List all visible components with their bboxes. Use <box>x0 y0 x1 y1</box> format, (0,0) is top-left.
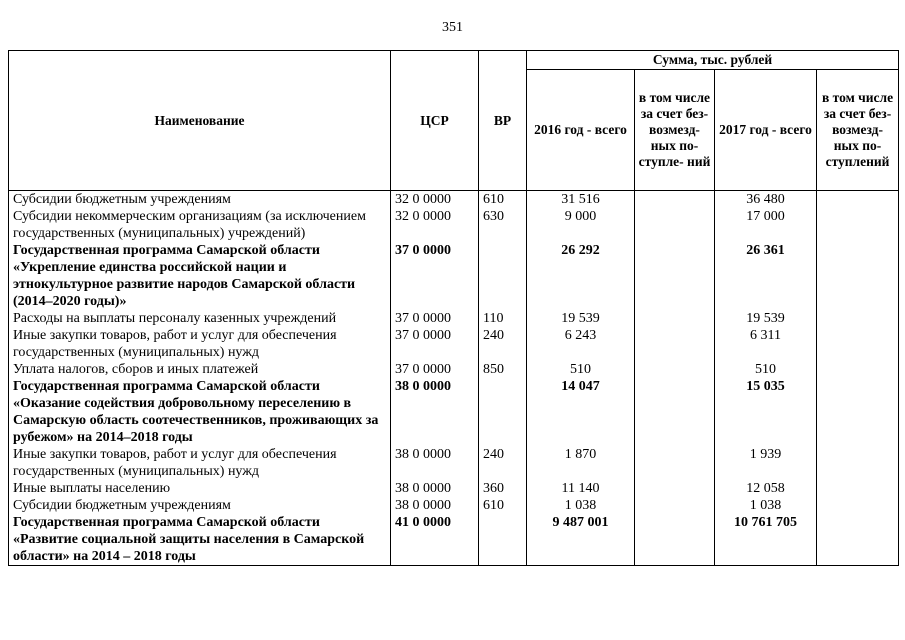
header-name: Наименование <box>9 51 391 191</box>
cell-2017-total: 17 000 <box>715 208 817 242</box>
page-number: 351 <box>442 20 463 35</box>
cell-2017-free <box>817 361 899 378</box>
cell-vr <box>479 378 527 446</box>
cell-csr: 37 0 0000 <box>391 327 479 361</box>
cell-name: Иные выплаты населению <box>9 480 391 497</box>
cell-csr: 37 0 0000 <box>391 361 479 378</box>
cell-csr: 37 0 0000 <box>391 242 479 310</box>
cell-2016-free <box>635 208 715 242</box>
cell-2017-free <box>817 327 899 361</box>
header-2017-total: 2017 год - всего <box>715 70 817 191</box>
table-row <box>9 378 899 446</box>
cell-2016-total: 9 487 001 <box>527 514 635 566</box>
cell-2016-total: 6 243 <box>527 327 635 361</box>
table-row <box>9 497 899 514</box>
cell-csr: 38 0 0000 <box>391 497 479 514</box>
cell-vr <box>479 514 527 566</box>
cell-2017-total: 510 <box>715 361 817 378</box>
cell-name: Государственная программа Самарской области «Развитие социальной защиты населения в Самарской области» на 2014 – 2018 годы <box>9 514 391 566</box>
cell-name: Государственная программа Самарской области «Оказание содействия добровольному переселению в Самарскую область соотечественников, проживающих за рубежом» на 2014–2018 годы <box>9 378 391 446</box>
cell-csr: 32 0 0000 <box>391 208 479 242</box>
cell-2016-free <box>635 378 715 446</box>
cell-2016-free <box>635 497 715 514</box>
table-row <box>9 242 899 310</box>
cell-vr: 850 <box>479 361 527 378</box>
cell-name: Государственная программа Самарской области «Укрепление единства российской нации и этнокультурное развитие народов Самарской области (2014–2020 годы)» <box>9 242 391 310</box>
header-sum: Сумма, тыс. рублей <box>527 51 899 70</box>
cell-vr: 630 <box>479 208 527 242</box>
cell-2017-total: 15 035 <box>715 378 817 446</box>
cell-vr: 610 <box>479 497 527 514</box>
header-2016-free: в том числе за счет без- возмезд- ных по- ступле- ний <box>635 70 715 191</box>
budget-table <box>8 50 899 566</box>
cell-2017-free <box>817 378 899 446</box>
header-2016-total: 2016 год - всего <box>527 70 635 191</box>
cell-2017-total: 6 311 <box>715 327 817 361</box>
table-body <box>9 191 899 566</box>
table-row <box>9 208 899 242</box>
cell-2017-free <box>817 480 899 497</box>
cell-2016-total: 19 539 <box>527 310 635 327</box>
cell-2017-total: 10 761 705 <box>715 514 817 566</box>
cell-2016-free <box>635 514 715 566</box>
cell-2016-total: 11 140 <box>527 480 635 497</box>
cell-2017-free <box>817 514 899 566</box>
cell-name: Иные закупки товаров, работ и услуг для обеспечения государственных (муниципальных) нужд <box>9 327 391 361</box>
cell-2017-free <box>817 191 899 209</box>
cell-2017-total: 36 480 <box>715 191 817 209</box>
cell-csr: 37 0 0000 <box>391 310 479 327</box>
cell-2016-total: 1 038 <box>527 497 635 514</box>
header-2017-free: в том числе за счет без- возмезд- ных по- ступлений <box>817 70 899 191</box>
cell-name: Уплата налогов, сборов и иных платежей <box>9 361 391 378</box>
cell-2016-free <box>635 361 715 378</box>
table-row <box>9 327 899 361</box>
cell-vr: 360 <box>479 480 527 497</box>
cell-csr: 38 0 0000 <box>391 378 479 446</box>
cell-2016-total: 1 870 <box>527 446 635 480</box>
cell-2017-total: 1 939 <box>715 446 817 480</box>
table-row <box>9 514 899 566</box>
header-vr: ВР <box>479 51 527 191</box>
cell-2016-free <box>635 310 715 327</box>
cell-name: Расходы на выплаты персоналу казенных учреждений <box>9 310 391 327</box>
cell-2016-total: 9 000 <box>527 208 635 242</box>
table-row <box>9 361 899 378</box>
cell-2017-free <box>817 208 899 242</box>
table-row <box>9 480 899 497</box>
cell-name: Субсидии некоммерческим организациям (за исключением государственных (муниципальных) учреждений) <box>9 208 391 242</box>
cell-vr <box>479 242 527 310</box>
cell-csr: 38 0 0000 <box>391 446 479 480</box>
cell-csr: 41 0 0000 <box>391 514 479 566</box>
cell-2016-free <box>635 327 715 361</box>
cell-2017-free <box>817 497 899 514</box>
cell-2016-total: 31 516 <box>527 191 635 209</box>
cell-2017-free <box>817 242 899 310</box>
cell-2016-total: 14 047 <box>527 378 635 446</box>
cell-vr: 240 <box>479 327 527 361</box>
cell-2017-free <box>817 310 899 327</box>
cell-vr: 110 <box>479 310 527 327</box>
cell-2016-total: 26 292 <box>527 242 635 310</box>
table-row <box>9 446 899 480</box>
cell-2016-free <box>635 446 715 480</box>
table-header <box>9 51 899 191</box>
cell-vr: 240 <box>479 446 527 480</box>
cell-2016-free <box>635 242 715 310</box>
cell-name: Иные закупки товаров, работ и услуг для обеспечения государственных (муниципальных) нужд <box>9 446 391 480</box>
cell-vr: 610 <box>479 191 527 209</box>
cell-csr: 32 0 0000 <box>391 191 479 209</box>
cell-2017-total: 19 539 <box>715 310 817 327</box>
cell-2016-total: 510 <box>527 361 635 378</box>
cell-2016-free <box>635 191 715 209</box>
table-row <box>9 191 899 209</box>
cell-2016-free <box>635 480 715 497</box>
cell-2017-total: 26 361 <box>715 242 817 310</box>
cell-name: Субсидии бюджетным учреждениям <box>9 191 391 209</box>
table-row <box>9 310 899 327</box>
cell-2017-free <box>817 446 899 480</box>
header-csr: ЦСР <box>391 51 479 191</box>
cell-name: Субсидии бюджетным учреждениям <box>9 497 391 514</box>
cell-2017-total: 1 038 <box>715 497 817 514</box>
cell-2017-total: 12 058 <box>715 480 817 497</box>
cell-csr: 38 0 0000 <box>391 480 479 497</box>
